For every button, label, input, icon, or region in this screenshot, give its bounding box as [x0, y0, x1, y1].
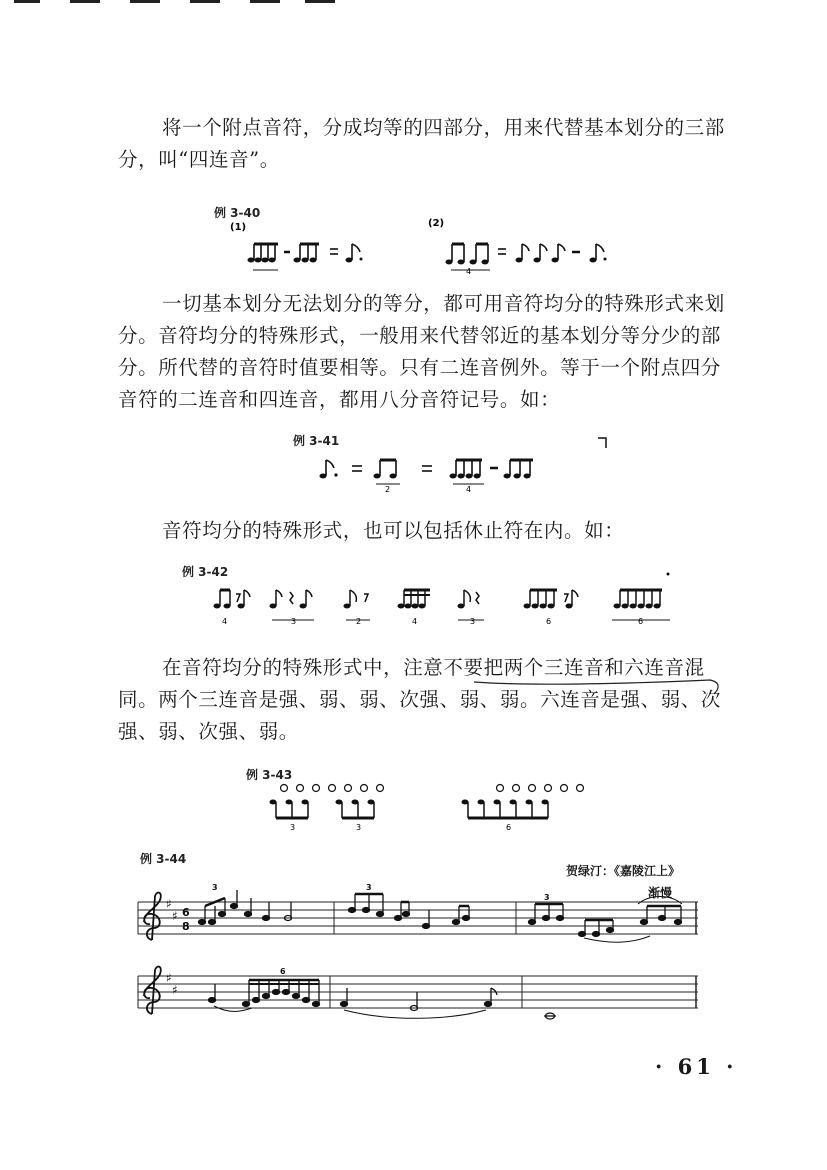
- svg-text:♯: ♯: [172, 909, 178, 923]
- svg-text:♯: ♯: [166, 897, 172, 911]
- tuplet-number: 3: [290, 823, 296, 832]
- example-3-40-notation: [220, 214, 640, 280]
- header-rule: [70, 0, 100, 3]
- tuplet-number: 6: [506, 823, 512, 832]
- tuplet-number: 3: [291, 617, 297, 626]
- tuplet-number: 3: [366, 883, 372, 892]
- subexample-label: (1): [230, 222, 247, 233]
- tuplet-number: 3: [212, 883, 218, 892]
- example-3-43-notation: [262, 780, 622, 840]
- example-label-3-40: 例 3-40: [214, 206, 261, 220]
- paragraph-quadruplet-definition: 将一个附点音符，分成均等的四部分，用来代替基本划分的三部分，叫“四连音”。: [118, 116, 725, 171]
- tuplet-number: 3: [544, 893, 550, 902]
- handwritten-underline: [470, 674, 730, 704]
- svg-text:♯: ♯: [172, 983, 178, 997]
- example-label-3-42: 例 3-42: [182, 565, 229, 579]
- paragraph-triplet-vs-sextuplet: 在音符均分的特殊形式中，注意不要把两个三连音和六连音混同。两个三连音是强、弱、弱、次强、弱、弱。六连音是强、弱、次强、弱、次强、弱。: [118, 656, 722, 743]
- tuplet-number: 3: [470, 617, 476, 626]
- header-rule: [14, 0, 40, 3]
- tuplet-number: 2: [356, 617, 362, 626]
- header-rule: [130, 0, 160, 3]
- time-signature-top: 6: [182, 906, 190, 919]
- tuplet-number: 6: [638, 617, 644, 626]
- tuplet-number: 2: [385, 485, 391, 494]
- tuplet-number: 4: [222, 617, 228, 626]
- example-3-44-score: [130, 880, 710, 1030]
- tuplet-number: 4: [412, 617, 418, 626]
- tuplet-number: 4: [466, 267, 472, 276]
- svg-text:♯: ♯: [166, 971, 172, 985]
- time-signature-bottom: 8: [182, 920, 190, 933]
- tuplet-number: 3: [356, 823, 362, 832]
- page-number: · 61 ·: [655, 1054, 738, 1079]
- composer-credit: 贺绿汀：《嘉陵江上》: [566, 864, 681, 878]
- tempo-marking: 渐慢: [648, 886, 673, 900]
- paragraph-special-division: 一切基本划分无法划分的等分，都可用音符均分的特殊形式来划分。音符均分的特殊形式，一般用来代替邻近的基本划分等分少的部分。所代替的音符时值要相等。只有二连音例外。等于一个附点四分音符的二连音和四连音，都用八分音符记号。如：: [118, 292, 725, 411]
- tuplet-number: 6: [280, 967, 286, 976]
- header-rule: [250, 0, 280, 3]
- tuplet-number: 4: [466, 485, 472, 494]
- header-rule: [190, 0, 220, 3]
- example-3-41-notation: [310, 446, 640, 506]
- example-label-3-41: 例 3-41: [293, 434, 340, 448]
- paragraph-rests: 音符均分的特殊形式，也可以包括休止符在内。如：: [162, 519, 625, 542]
- example-label-3-44: 例 3-44: [140, 852, 187, 866]
- tuplet-number: 6: [546, 617, 552, 626]
- subexample-label: (2): [428, 218, 445, 229]
- example-3-42-notation: [200, 576, 700, 636]
- header-rule: [305, 0, 335, 3]
- example-label-3-43: 例 3-43: [246, 768, 293, 782]
